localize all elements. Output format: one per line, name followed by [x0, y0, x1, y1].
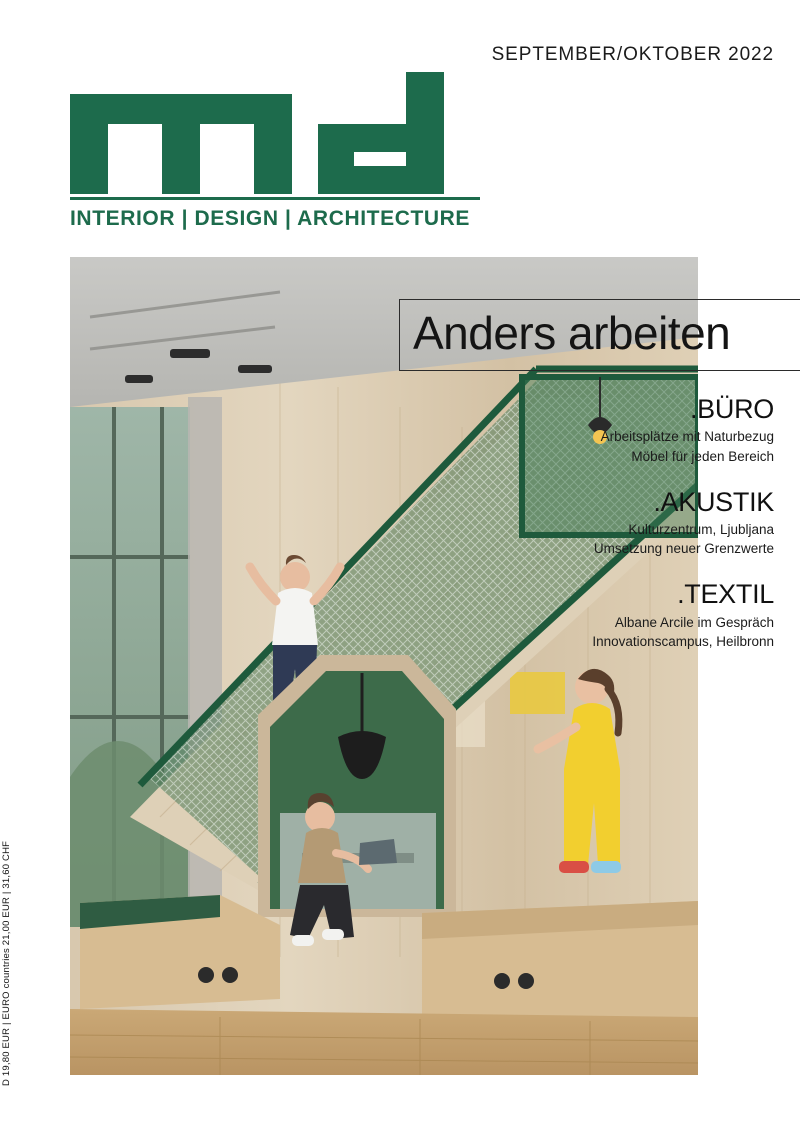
cover-headline: Anders arbeiten [413, 307, 731, 359]
teaser-list [454, 395, 774, 651]
masthead-logo [70, 72, 490, 194]
cover-photo [70, 257, 698, 1075]
teaser-line: Albane Arcile im Gespräch [614, 614, 774, 630]
teaser-line: Innovationscampus, Heilbronn [592, 633, 774, 649]
issue-date: SEPTEMBER/OKTOBER 2022 [491, 44, 774, 65]
spine-price: D 19,80 EUR | EURO countries 21,00 EUR | 31,60 CHF [1, 840, 12, 1086]
teaser-item [454, 395, 774, 466]
teaser-title: .AKUSTIK [653, 486, 774, 517]
teaser-item [454, 580, 774, 651]
teaser-line: Kulturzentrum, Ljubljana [628, 522, 774, 537]
teaser-line: Umsetzung neuer Grenzwerte [593, 541, 774, 557]
masthead-rule [70, 197, 480, 200]
teaser-line: Arbeitsplätze mit Naturbezug [600, 429, 774, 445]
teaser-title: .TEXTIL [677, 579, 774, 610]
masthead-subtitle: INTERIOR | DESIGN | ARCHITECTURE [70, 207, 471, 230]
teaser-line: Möbel für jeden Bereich [631, 448, 774, 464]
teaser-title: .BÜRO [689, 394, 774, 424]
teaser-item [454, 488, 774, 559]
